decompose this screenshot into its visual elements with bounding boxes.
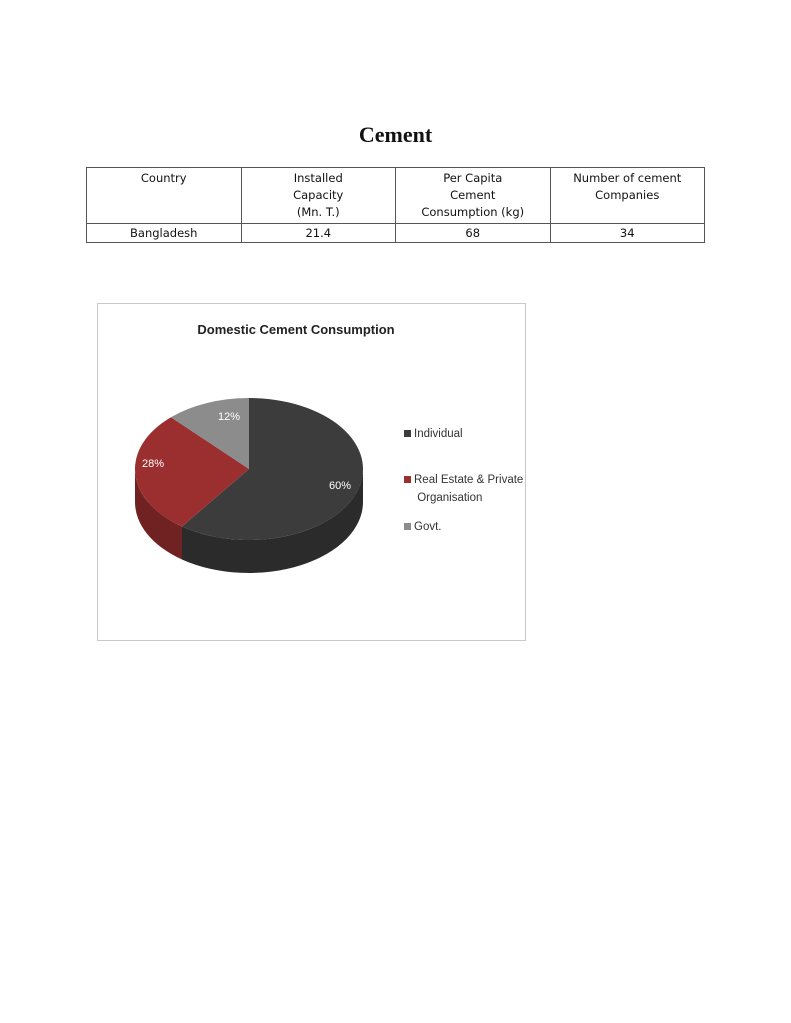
header-country: Country [87,168,242,224]
header-per-capita-consumption: Per Capita Cement Consumption (kg) [396,168,551,224]
legend-label-0: Individual [414,428,463,440]
header-installed-capacity: Installed Capacity (Mn. T.) [241,168,396,224]
legend-swatch-2 [404,523,411,530]
table-header-row [87,168,705,224]
chart-title: Domestic Cement Consumption [197,322,395,337]
pie-data-label-0: 60% [328,480,352,492]
pie-data-label-2: 12% [217,411,241,423]
legend-swatch-1 [404,476,411,483]
pie-chart-svg [98,304,525,640]
legend-label-1: Real Estate & Private Organisation [414,474,524,504]
cell-per-capita-consumption: 68 [396,224,551,243]
header-number-of-companies: Number of cement Companies [550,168,705,224]
legend-label-2: Govt. [414,521,442,533]
page-title: Cement [358,122,433,147]
cell-number-of-companies: 34 [550,224,705,243]
cell-country: Bangladesh [87,224,242,243]
cement-table [86,167,705,243]
table-row [87,224,705,243]
pie-data-label-1: 28% [141,458,165,470]
legend-swatch-0 [404,430,411,437]
pie-chart [97,303,526,641]
cell-installed-capacity: 21.4 [241,224,396,243]
